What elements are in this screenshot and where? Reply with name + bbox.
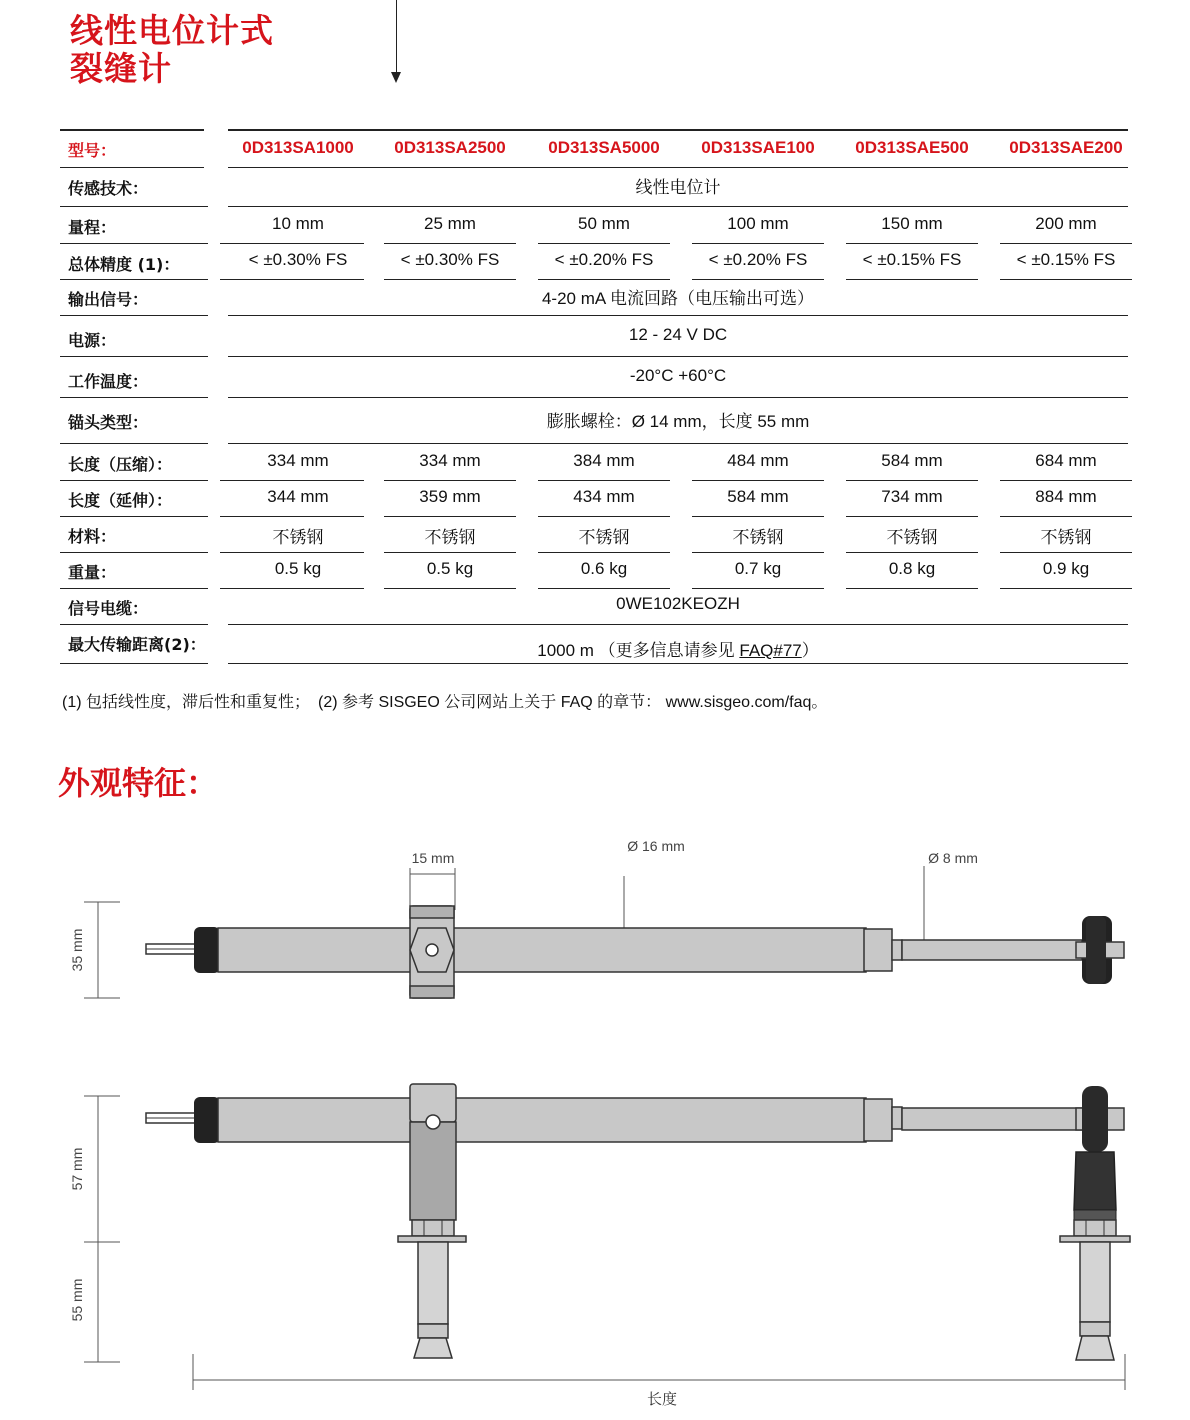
section-title: 外观特征：	[58, 764, 219, 802]
table-cell: 50 mm	[578, 214, 630, 233]
pivot-hole-top	[426, 944, 438, 956]
table-cell: 334 mm	[419, 451, 481, 470]
dim-16-label: Ø 16 mm	[627, 838, 685, 854]
cell-rule	[384, 516, 516, 517]
cell-rule	[1000, 279, 1132, 280]
technical-drawing	[0, 820, 1190, 1420]
table-cell: 不锈钢	[1040, 528, 1092, 547]
table-cell: 200 mm	[1035, 214, 1097, 233]
table-cell: 不锈钢	[272, 528, 324, 547]
row-rule	[60, 443, 208, 444]
cell-rule	[1000, 516, 1132, 517]
cell-rule	[220, 480, 364, 481]
table-cell: 10 mm	[272, 214, 324, 233]
cell-rule	[692, 480, 824, 481]
table-cell: 0.9 kg	[1042, 559, 1090, 578]
cell-rule	[384, 552, 516, 553]
sensor-body-side	[218, 1098, 866, 1142]
model-header: 0D313SA2500	[394, 138, 506, 157]
sensor-body-top	[218, 928, 866, 972]
sensor-rod-side	[902, 1108, 1082, 1130]
table-cell: 734 mm	[881, 487, 943, 506]
cell-rule	[220, 243, 364, 244]
row-label: 输出信号：	[68, 290, 149, 309]
cell-rule	[220, 588, 364, 589]
table-span-cell: 线性电位计	[635, 178, 721, 197]
cell-rule	[1000, 480, 1132, 481]
table-cell: 334 mm	[267, 451, 329, 470]
cell-rule	[846, 516, 978, 517]
span-rule	[228, 356, 1128, 357]
span-rule	[228, 206, 1128, 207]
table-top-rule-label	[60, 129, 204, 131]
corner-arrow-icon	[391, 72, 401, 83]
cell-rule	[1000, 243, 1132, 244]
table-span-cell: 膨胀螺栓：Ø 14 mm，长度 55 mm	[546, 412, 810, 431]
cell-rule	[692, 552, 824, 553]
model-header: 0D313SAE100	[701, 138, 815, 157]
model-header: 0D313SA5000	[548, 138, 660, 157]
row-rule	[60, 397, 208, 398]
span-rule	[228, 624, 1128, 625]
table-cell: 584 mm	[727, 487, 789, 506]
row-label: 传感技术：	[68, 179, 149, 198]
table-cell: 不锈钢	[886, 528, 938, 547]
row-rule	[60, 624, 208, 625]
table-span-cell: 4-20 mA 电流回路（电压输出可选）	[541, 289, 815, 308]
row-rule	[228, 167, 1128, 168]
table-cell: 359 mm	[419, 487, 481, 506]
cell-rule	[692, 588, 824, 589]
cell-rule	[384, 279, 516, 280]
model-header: 0D313SAE500	[855, 138, 969, 157]
row-label: 锚头类型：	[68, 413, 149, 432]
dim-55-label: 55 mm	[69, 1278, 85, 1322]
title-line-1: 线性电位计式	[70, 11, 274, 50]
cell-rule	[846, 480, 978, 481]
cable-gland-top	[194, 927, 220, 973]
cell-rule	[1000, 588, 1132, 589]
row-rule	[60, 480, 208, 481]
cell-rule	[538, 516, 670, 517]
expansion-bolt-left	[418, 1242, 448, 1324]
row-rule	[60, 206, 208, 207]
row-rule	[60, 279, 208, 280]
table-cell: 不锈钢	[424, 528, 476, 547]
table-cell: < ±0.30% FS	[400, 250, 500, 269]
table-top-rule	[228, 129, 1128, 131]
span-pre: 1000 m （更多信息请参见	[537, 641, 740, 660]
cell-rule	[220, 279, 364, 280]
row-rule	[60, 315, 208, 316]
cell-rule	[538, 279, 670, 280]
cell-rule	[538, 552, 670, 553]
footnote: (1) 包括线性度，滞后性和重复性； (2) 参考 SISGEO 公司网站上关于 FAQ 的章节： www.sisgeo.com/faq。	[62, 694, 828, 711]
row-label: 信号电缆：	[68, 599, 149, 618]
row-label: 长度（延伸）：	[68, 491, 173, 510]
dim-15-label: 15 mm	[411, 850, 455, 866]
row-rule	[60, 243, 208, 244]
row-rule	[60, 167, 204, 168]
cell-rule	[384, 480, 516, 481]
cell-rule	[692, 243, 824, 244]
table-span-cell: 12 - 24 V DC	[628, 325, 728, 344]
table-cell: 100 mm	[727, 214, 789, 233]
table-cell: 25 mm	[424, 214, 476, 233]
dim-length-label: 长度	[646, 1391, 678, 1408]
table-cell: 884 mm	[1035, 487, 1097, 506]
table-cell: 384 mm	[573, 451, 635, 470]
span-post: ）	[801, 641, 819, 660]
table-cell: < ±0.15% FS	[1016, 250, 1116, 269]
row-rule	[60, 588, 208, 589]
table-cell: < ±0.30% FS	[248, 250, 348, 269]
cell-rule	[692, 279, 824, 280]
product-title	[70, 12, 274, 88]
table-cell: 684 mm	[1035, 451, 1097, 470]
cell-rule	[538, 480, 670, 481]
row-label: 电源：	[68, 331, 117, 350]
table-cell: 不锈钢	[578, 528, 630, 547]
cell-rule	[846, 279, 978, 280]
corner-mark-line	[396, 0, 397, 74]
cell-rule	[692, 516, 824, 517]
table-cell: 0.5 kg	[274, 559, 322, 578]
cell-rule	[384, 588, 516, 589]
cell-rule	[220, 552, 364, 553]
table-cell: 不锈钢	[732, 528, 784, 547]
cell-rule	[220, 516, 364, 517]
cell-rule	[846, 588, 978, 589]
span-rule	[228, 397, 1128, 398]
table-cell: < ±0.15% FS	[862, 250, 962, 269]
row-label: 量程：	[68, 218, 117, 237]
span-rule	[228, 443, 1128, 444]
row-rule	[60, 356, 208, 357]
table-span-cell: -20°C +60°C	[629, 366, 727, 385]
sensor-rod-top	[902, 940, 1082, 960]
cell-rule	[1000, 552, 1132, 553]
end-joint-side	[1082, 1086, 1108, 1152]
row-label: 工作温度：	[68, 372, 149, 391]
cell-rule	[846, 552, 978, 553]
faq-link[interactable]: FAQ#77	[739, 641, 802, 660]
table-cell: 344 mm	[267, 487, 329, 506]
table-cell: 484 mm	[727, 451, 789, 470]
model-header: 0D313SAE200	[1009, 138, 1123, 157]
table-cell: 150 mm	[881, 214, 943, 233]
dim-8-label: Ø 8 mm	[928, 850, 978, 866]
table-cell: 0.8 kg	[888, 559, 936, 578]
row-label: 重量：	[68, 563, 117, 582]
row-label: 材料：	[68, 527, 117, 546]
row-label: 总体精度 (1)：	[68, 255, 180, 274]
row-label: 最大传输距离(2)：	[68, 635, 206, 654]
table-cell: 0.6 kg	[580, 559, 628, 578]
span-rule	[228, 315, 1128, 316]
dim-35-label: 35 mm	[69, 928, 85, 972]
table-cell: 0.7 kg	[734, 559, 782, 578]
cell-rule	[538, 243, 670, 244]
table-span-cell	[228, 636, 1128, 661]
expansion-bolt-right	[1080, 1242, 1110, 1322]
cell-rule	[538, 588, 670, 589]
title-line-2: 裂缝计	[70, 49, 172, 88]
dim-57-label: 57 mm	[69, 1147, 85, 1191]
table-cell: < ±0.20% FS	[708, 250, 808, 269]
table-cell: < ±0.20% FS	[554, 250, 654, 269]
table-span-cell: 0WE102KEOZH	[616, 594, 740, 613]
row-label: 长度（压缩）：	[68, 455, 173, 474]
row-rule	[60, 552, 208, 553]
table-cell: 0.5 kg	[426, 559, 474, 578]
row-rule	[60, 516, 208, 517]
cell-rule	[384, 243, 516, 244]
table-cell: 584 mm	[881, 451, 943, 470]
table-cell: 434 mm	[573, 487, 635, 506]
span-rule	[228, 663, 1128, 664]
cell-rule	[846, 243, 978, 244]
row-rule	[60, 663, 208, 664]
model-header: 0D313SA1000	[242, 138, 354, 157]
model-label: 型号：	[68, 141, 117, 160]
